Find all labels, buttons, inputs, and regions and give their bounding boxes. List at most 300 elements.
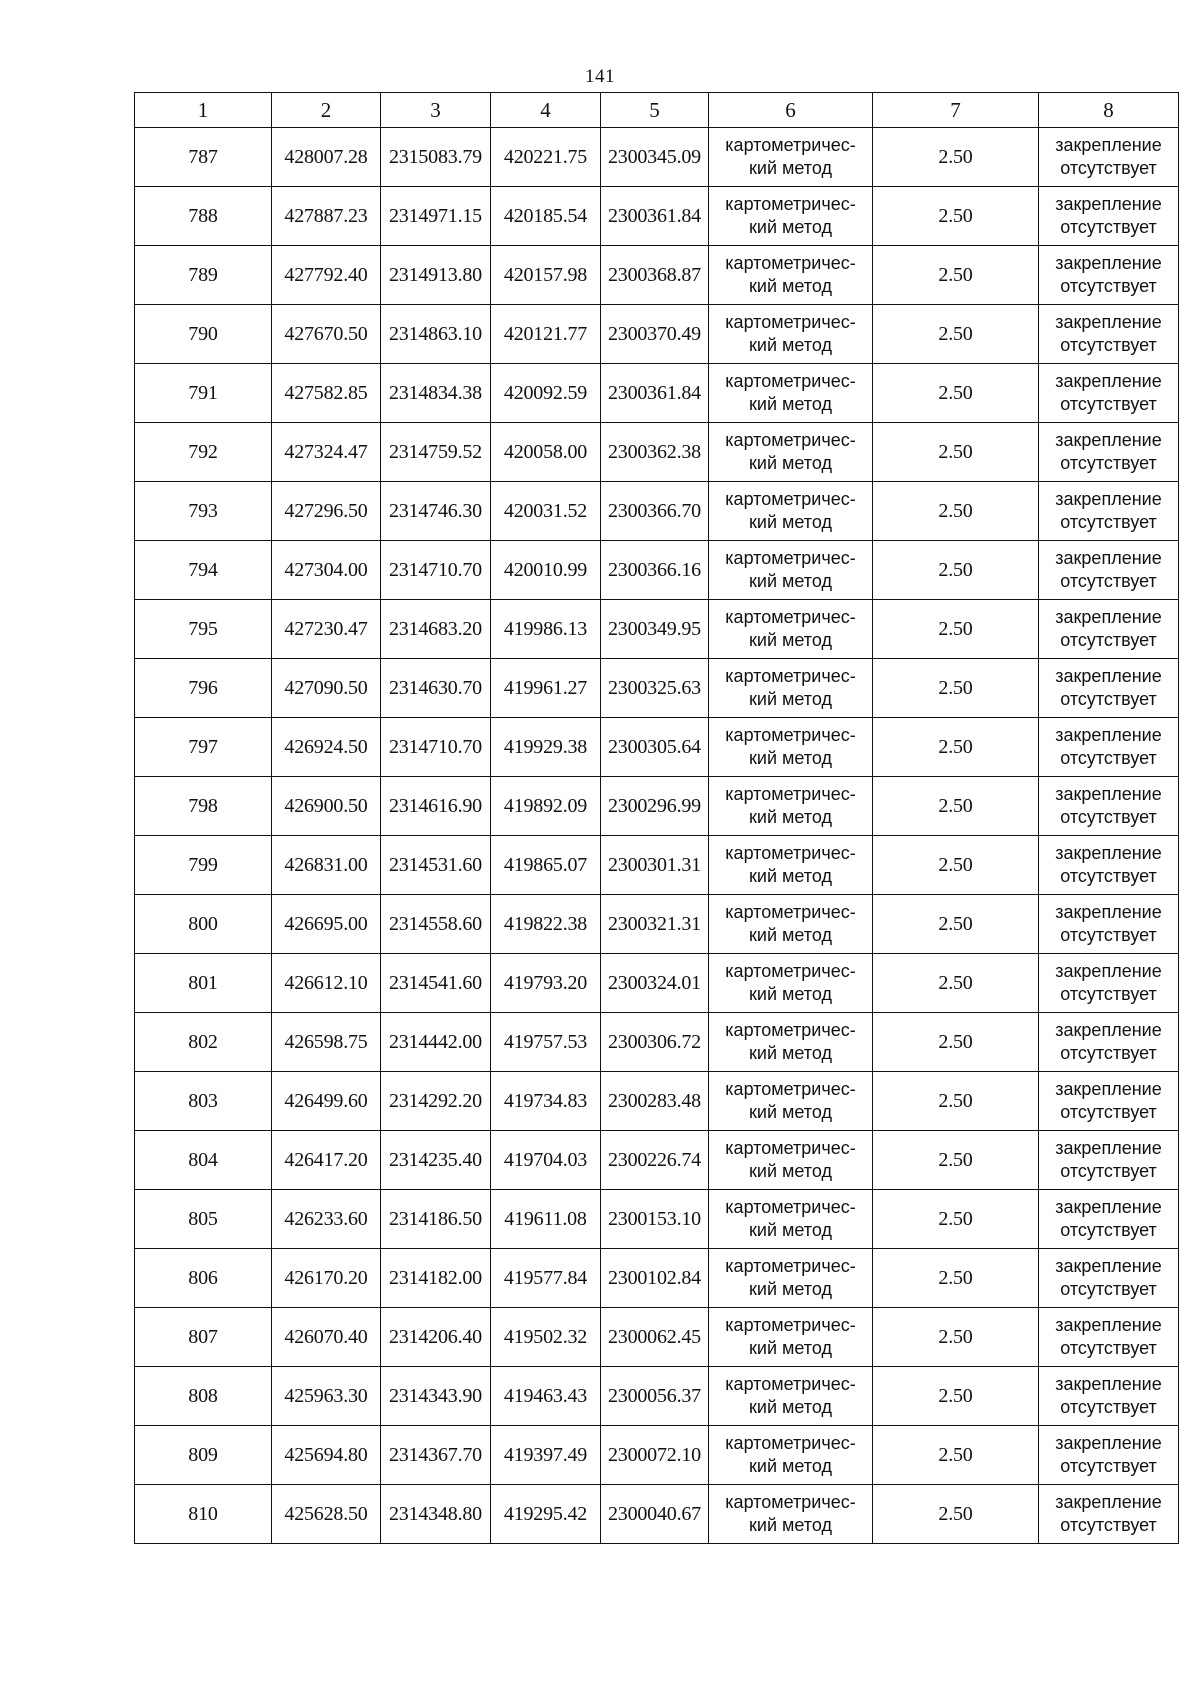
method-cell	[709, 954, 873, 1013]
coordinate-cell: 419463.43	[491, 1367, 601, 1426]
accuracy-cell: 2.50	[873, 1485, 1039, 1544]
fixation-cell	[1039, 246, 1179, 305]
fixation-text-line: закрепление	[1055, 1079, 1162, 1099]
method-text-line: картометричес-	[725, 1138, 856, 1158]
accuracy-cell: 2.50	[873, 423, 1039, 482]
method-text-line: картометричес-	[725, 1256, 856, 1276]
coordinate-cell: 426233.60	[272, 1190, 381, 1249]
coordinate-cell: 419397.49	[491, 1426, 601, 1485]
table-row	[135, 541, 1179, 600]
column-header: 6	[709, 93, 873, 128]
fixation-text-line: закрепление	[1055, 1315, 1162, 1335]
method-text-line: кий метод	[749, 1161, 832, 1181]
fixation-text-line: отсутствует	[1060, 866, 1157, 886]
coordinate-cell: 425628.50	[272, 1485, 381, 1544]
point-number-cell: 791	[135, 364, 272, 423]
coordinate-cell: 419986.13	[491, 600, 601, 659]
table-row	[135, 895, 1179, 954]
coordinate-cell: 427670.50	[272, 305, 381, 364]
coordinate-cell: 426499.60	[272, 1072, 381, 1131]
method-text-line: кий метод	[749, 394, 832, 414]
coordinate-cell: 426612.10	[272, 954, 381, 1013]
column-header: 1	[135, 93, 272, 128]
fixation-text-line: отсутствует	[1060, 1043, 1157, 1063]
accuracy-cell: 2.50	[873, 1249, 1039, 1308]
table-row	[135, 1367, 1179, 1426]
coordinate-cell: 2314683.20	[381, 600, 491, 659]
table-row	[135, 305, 1179, 364]
fixation-text-line: отсутствует	[1060, 748, 1157, 768]
accuracy-cell: 2.50	[873, 246, 1039, 305]
fixation-text-line: отсутствует	[1060, 217, 1157, 237]
fixation-cell	[1039, 777, 1179, 836]
method-text-line: картометричес-	[725, 430, 856, 450]
coordinate-cell: 427324.47	[272, 423, 381, 482]
coordinate-cell: 419961.27	[491, 659, 601, 718]
fixation-cell	[1039, 895, 1179, 954]
method-text-line: кий метод	[749, 1279, 832, 1299]
accuracy-cell: 2.50	[873, 364, 1039, 423]
coordinate-cell: 2314863.10	[381, 305, 491, 364]
fixation-text-line: закрепление	[1055, 489, 1162, 509]
fixation-text-line: отсутствует	[1060, 1338, 1157, 1358]
coordinate-cell: 426070.40	[272, 1308, 381, 1367]
coordinate-cell: 427582.85	[272, 364, 381, 423]
point-number-cell: 787	[135, 128, 272, 187]
method-text-line: картометричес-	[725, 1020, 856, 1040]
point-number-cell: 794	[135, 541, 272, 600]
coordinate-cell: 419929.38	[491, 718, 601, 777]
method-text-line: картометричес-	[725, 1374, 856, 1394]
method-cell	[709, 718, 873, 777]
fixation-cell	[1039, 364, 1179, 423]
column-header: 4	[491, 93, 601, 128]
coordinate-cell: 2300283.48	[601, 1072, 709, 1131]
accuracy-cell: 2.50	[873, 954, 1039, 1013]
coordinate-cell: 2314367.70	[381, 1426, 491, 1485]
point-number-cell: 806	[135, 1249, 272, 1308]
fixation-text-line: отсутствует	[1060, 689, 1157, 709]
method-cell	[709, 1072, 873, 1131]
coordinate-cell: 2314541.60	[381, 954, 491, 1013]
point-number-cell: 788	[135, 187, 272, 246]
fixation-text-line: отсутствует	[1060, 276, 1157, 296]
fixation-cell	[1039, 128, 1179, 187]
fixation-text-line: отсутствует	[1060, 335, 1157, 355]
method-text-line: кий метод	[749, 453, 832, 473]
coordinate-cell: 426170.20	[272, 1249, 381, 1308]
coordinate-cell: 420221.75	[491, 128, 601, 187]
accuracy-cell: 2.50	[873, 1190, 1039, 1249]
fixation-text-line: отсутствует	[1060, 158, 1157, 178]
coordinate-cell: 427792.40	[272, 246, 381, 305]
coordinate-cell: 2300305.64	[601, 718, 709, 777]
coordinate-cell: 420058.00	[491, 423, 601, 482]
coordinate-cell: 2300226.74	[601, 1131, 709, 1190]
fixation-text-line: отсутствует	[1060, 630, 1157, 650]
table-row	[135, 423, 1179, 482]
fixation-text-line: закрепление	[1055, 1138, 1162, 1158]
method-cell	[709, 600, 873, 659]
coordinate-cell: 426598.75	[272, 1013, 381, 1072]
accuracy-cell: 2.50	[873, 1367, 1039, 1426]
method-text-line: картометричес-	[725, 961, 856, 981]
coordinate-cell: 2300366.16	[601, 541, 709, 600]
method-cell	[709, 1249, 873, 1308]
point-number-cell: 808	[135, 1367, 272, 1426]
point-number-cell: 798	[135, 777, 272, 836]
coordinate-cell: 420092.59	[491, 364, 601, 423]
coordinate-cell: 2300321.31	[601, 895, 709, 954]
method-cell	[709, 895, 873, 954]
fixation-text-line: отсутствует	[1060, 925, 1157, 945]
point-number-cell: 810	[135, 1485, 272, 1544]
method-cell	[709, 1367, 873, 1426]
table-row	[135, 1190, 1179, 1249]
method-cell	[709, 128, 873, 187]
table-row	[135, 718, 1179, 777]
method-text-line: картометричес-	[725, 371, 856, 391]
fixation-text-line: закрепление	[1055, 1197, 1162, 1217]
coordinate-cell: 2314182.00	[381, 1249, 491, 1308]
fixation-cell	[1039, 1190, 1179, 1249]
fixation-cell	[1039, 659, 1179, 718]
method-cell	[709, 1308, 873, 1367]
method-text-line: картометричес-	[725, 1079, 856, 1099]
fixation-cell	[1039, 718, 1179, 777]
accuracy-cell: 2.50	[873, 128, 1039, 187]
point-number-cell: 805	[135, 1190, 272, 1249]
coordinate-cell: 426417.20	[272, 1131, 381, 1190]
method-text-line: кий метод	[749, 276, 832, 296]
coordinate-cell: 419822.38	[491, 895, 601, 954]
fixation-text-line: закрепление	[1055, 666, 1162, 686]
fixation-text-line: закрепление	[1055, 312, 1162, 332]
coordinate-cell: 425694.80	[272, 1426, 381, 1485]
fixation-cell	[1039, 1249, 1179, 1308]
method-cell	[709, 1013, 873, 1072]
coordinate-cell: 2300040.67	[601, 1485, 709, 1544]
coordinate-cell: 420031.52	[491, 482, 601, 541]
accuracy-cell: 2.50	[873, 1013, 1039, 1072]
fixation-text-line: закрепление	[1055, 902, 1162, 922]
coordinates-table	[134, 92, 1179, 1544]
method-text-line: кий метод	[749, 1515, 832, 1535]
method-text-line: картометричес-	[725, 194, 856, 214]
coordinate-cell: 419295.42	[491, 1485, 601, 1544]
coordinate-cell: 2314235.40	[381, 1131, 491, 1190]
fixation-text-line: закрепление	[1055, 1492, 1162, 1512]
coordinate-cell: 2300361.84	[601, 364, 709, 423]
coordinate-cell: 2300349.95	[601, 600, 709, 659]
method-text-line: картометричес-	[725, 725, 856, 745]
table-row	[135, 954, 1179, 1013]
fixation-text-line: закрепление	[1055, 135, 1162, 155]
method-cell	[709, 305, 873, 364]
fixation-text-line: закрепление	[1055, 607, 1162, 627]
method-text-line: кий метод	[749, 630, 832, 650]
coordinate-cell: 2314206.40	[381, 1308, 491, 1367]
accuracy-cell: 2.50	[873, 777, 1039, 836]
coordinate-cell: 2300361.84	[601, 187, 709, 246]
accuracy-cell: 2.50	[873, 482, 1039, 541]
method-text-line: кий метод	[749, 217, 832, 237]
point-number-cell: 807	[135, 1308, 272, 1367]
table-row	[135, 1013, 1179, 1072]
accuracy-cell: 2.50	[873, 187, 1039, 246]
fixation-cell	[1039, 423, 1179, 482]
fixation-text-line: закрепление	[1055, 1256, 1162, 1276]
fixation-text-line: отсутствует	[1060, 1279, 1157, 1299]
fixation-cell	[1039, 1308, 1179, 1367]
fixation-cell	[1039, 600, 1179, 659]
method-text-line: картометричес-	[725, 784, 856, 804]
fixation-text-line: отсутствует	[1060, 1102, 1157, 1122]
accuracy-cell: 2.50	[873, 600, 1039, 659]
accuracy-cell: 2.50	[873, 1131, 1039, 1190]
accuracy-cell: 2.50	[873, 1072, 1039, 1131]
table-row	[135, 1485, 1179, 1544]
coordinate-cell: 2314710.70	[381, 718, 491, 777]
method-text-line: картометричес-	[725, 607, 856, 627]
coordinate-cell: 2300153.10	[601, 1190, 709, 1249]
coordinate-cell: 2314442.00	[381, 1013, 491, 1072]
method-cell	[709, 423, 873, 482]
table-row	[135, 659, 1179, 718]
method-text-line: картометричес-	[725, 902, 856, 922]
coordinate-cell: 2314186.50	[381, 1190, 491, 1249]
coordinate-cell: 2300362.38	[601, 423, 709, 482]
point-number-cell: 800	[135, 895, 272, 954]
coordinate-cell: 419734.83	[491, 1072, 601, 1131]
fixation-text-line: закрепление	[1055, 961, 1162, 981]
method-text-line: картометричес-	[725, 1492, 856, 1512]
table-row	[135, 836, 1179, 895]
table-row	[135, 777, 1179, 836]
coordinate-cell: 2300306.72	[601, 1013, 709, 1072]
fixation-cell	[1039, 1072, 1179, 1131]
method-text-line: кий метод	[749, 748, 832, 768]
table-row	[135, 364, 1179, 423]
method-text-line: картометричес-	[725, 1433, 856, 1453]
coordinate-cell: 2314913.80	[381, 246, 491, 305]
point-number-cell: 801	[135, 954, 272, 1013]
coordinate-cell: 2300345.09	[601, 128, 709, 187]
column-header: 3	[381, 93, 491, 128]
header-row	[135, 93, 1179, 128]
column-header: 8	[1039, 93, 1179, 128]
method-text-line: картометричес-	[725, 312, 856, 332]
fixation-cell	[1039, 305, 1179, 364]
fixation-text-line: закрепление	[1055, 1374, 1162, 1394]
fixation-text-line: закрепление	[1055, 784, 1162, 804]
accuracy-cell: 2.50	[873, 836, 1039, 895]
point-number-cell: 796	[135, 659, 272, 718]
table-row	[135, 246, 1179, 305]
point-number-cell: 795	[135, 600, 272, 659]
method-text-line: картометричес-	[725, 253, 856, 273]
method-text-line: кий метод	[749, 689, 832, 709]
coordinate-cell: 425963.30	[272, 1367, 381, 1426]
fixation-cell	[1039, 954, 1179, 1013]
point-number-cell: 803	[135, 1072, 272, 1131]
coordinate-cell: 2314834.38	[381, 364, 491, 423]
coordinate-cell: 2300368.87	[601, 246, 709, 305]
point-number-cell: 799	[135, 836, 272, 895]
column-header: 5	[601, 93, 709, 128]
fixation-text-line: отсутствует	[1060, 807, 1157, 827]
table-row	[135, 1249, 1179, 1308]
coordinate-cell: 2300072.10	[601, 1426, 709, 1485]
coordinate-cell: 2300325.63	[601, 659, 709, 718]
method-cell	[709, 1485, 873, 1544]
coordinate-cell: 2314630.70	[381, 659, 491, 718]
coordinate-cell: 419704.03	[491, 1131, 601, 1190]
method-text-line: кий метод	[749, 512, 832, 532]
coordinate-cell: 426695.00	[272, 895, 381, 954]
fixation-text-line: отсутствует	[1060, 1515, 1157, 1535]
point-number-cell: 793	[135, 482, 272, 541]
coordinate-cell: 427090.50	[272, 659, 381, 718]
coordinate-cell: 419611.08	[491, 1190, 601, 1249]
method-cell	[709, 659, 873, 718]
table-row	[135, 1308, 1179, 1367]
fixation-text-line: отсутствует	[1060, 1161, 1157, 1181]
coordinate-cell: 2314343.90	[381, 1367, 491, 1426]
fixation-cell	[1039, 1426, 1179, 1485]
table-row	[135, 187, 1179, 246]
coordinate-cell: 2315083.79	[381, 128, 491, 187]
fixation-text-line: отсутствует	[1060, 394, 1157, 414]
fixation-text-line: закрепление	[1055, 1020, 1162, 1040]
point-number-cell: 792	[135, 423, 272, 482]
coordinate-cell: 2300370.49	[601, 305, 709, 364]
method-text-line: картометричес-	[725, 666, 856, 686]
coordinate-cell: 427230.47	[272, 600, 381, 659]
point-number-cell: 802	[135, 1013, 272, 1072]
table-row	[135, 128, 1179, 187]
method-cell	[709, 482, 873, 541]
point-number-cell: 789	[135, 246, 272, 305]
coordinate-cell: 419577.84	[491, 1249, 601, 1308]
method-text-line: картометричес-	[725, 1315, 856, 1335]
coordinate-cell: 420185.54	[491, 187, 601, 246]
page-number: 141	[585, 66, 615, 87]
method-cell	[709, 541, 873, 600]
point-number-cell: 790	[135, 305, 272, 364]
coordinate-cell: 2300366.70	[601, 482, 709, 541]
method-text-line: кий метод	[749, 1397, 832, 1417]
method-text-line: картометричес-	[725, 1197, 856, 1217]
method-text-line: кий метод	[749, 925, 832, 945]
fixation-text-line: отсутствует	[1060, 1220, 1157, 1240]
fixation-text-line: отсутствует	[1060, 984, 1157, 1004]
coordinate-cell: 2300301.31	[601, 836, 709, 895]
table-row	[135, 1072, 1179, 1131]
method-text-line: картометричес-	[725, 489, 856, 509]
accuracy-cell: 2.50	[873, 1308, 1039, 1367]
method-text-line: кий метод	[749, 807, 832, 827]
method-text-line: кий метод	[749, 1102, 832, 1122]
accuracy-cell: 2.50	[873, 718, 1039, 777]
coordinate-cell: 2314710.70	[381, 541, 491, 600]
method-cell	[709, 836, 873, 895]
fixation-cell	[1039, 482, 1179, 541]
coordinate-cell: 419502.32	[491, 1308, 601, 1367]
accuracy-cell: 2.50	[873, 305, 1039, 364]
accuracy-cell: 2.50	[873, 659, 1039, 718]
fixation-cell	[1039, 1367, 1179, 1426]
accuracy-cell: 2.50	[873, 541, 1039, 600]
method-cell	[709, 1426, 873, 1485]
fixation-cell	[1039, 1485, 1179, 1544]
fixation-cell	[1039, 541, 1179, 600]
fixation-text-line: отсутствует	[1060, 571, 1157, 591]
fixation-cell	[1039, 836, 1179, 895]
coordinate-cell: 426831.00	[272, 836, 381, 895]
method-text-line: кий метод	[749, 158, 832, 178]
table-row	[135, 1426, 1179, 1485]
fixation-text-line: закрепление	[1055, 430, 1162, 450]
method-text-line: кий метод	[749, 984, 832, 1004]
accuracy-cell: 2.50	[873, 895, 1039, 954]
coordinate-cell: 420010.99	[491, 541, 601, 600]
coordinate-cell: 426900.50	[272, 777, 381, 836]
method-cell	[709, 777, 873, 836]
column-header: 2	[272, 93, 381, 128]
fixation-cell	[1039, 187, 1179, 246]
fixation-text-line: закрепление	[1055, 371, 1162, 391]
method-cell	[709, 1190, 873, 1249]
coordinate-cell: 2314616.90	[381, 777, 491, 836]
fixation-text-line: отсутствует	[1060, 453, 1157, 473]
fixation-text-line: закрепление	[1055, 1433, 1162, 1453]
coordinate-cell: 419865.07	[491, 836, 601, 895]
coordinate-cell: 2300056.37	[601, 1367, 709, 1426]
coordinate-cell: 427887.23	[272, 187, 381, 246]
method-text-line: картометричес-	[725, 548, 856, 568]
fixation-text-line: закрепление	[1055, 548, 1162, 568]
point-number-cell: 797	[135, 718, 272, 777]
table-row	[135, 482, 1179, 541]
fixation-text-line: закрепление	[1055, 194, 1162, 214]
coordinate-cell: 419793.20	[491, 954, 601, 1013]
fixation-text-line: отсутствует	[1060, 512, 1157, 532]
coordinate-cell: 419757.53	[491, 1013, 601, 1072]
coordinate-cell: 2314348.80	[381, 1485, 491, 1544]
coordinate-cell: 2314759.52	[381, 423, 491, 482]
coordinate-cell: 2300296.99	[601, 777, 709, 836]
fixation-cell	[1039, 1131, 1179, 1190]
method-text-line: кий метод	[749, 1220, 832, 1240]
method-text-line: кий метод	[749, 866, 832, 886]
method-text-line: кий метод	[749, 1043, 832, 1063]
coordinate-cell: 427304.00	[272, 541, 381, 600]
coordinate-cell: 426924.50	[272, 718, 381, 777]
coordinate-cell: 2314531.60	[381, 836, 491, 895]
coordinate-cell: 427296.50	[272, 482, 381, 541]
coordinate-cell: 2300324.01	[601, 954, 709, 1013]
fixation-text-line: отсутствует	[1060, 1397, 1157, 1417]
coordinate-cell: 2314558.60	[381, 895, 491, 954]
method-cell	[709, 187, 873, 246]
accuracy-cell: 2.50	[873, 1426, 1039, 1485]
coordinate-cell: 419892.09	[491, 777, 601, 836]
fixation-cell	[1039, 1013, 1179, 1072]
method-cell	[709, 364, 873, 423]
method-cell	[709, 246, 873, 305]
coordinate-cell: 2300062.45	[601, 1308, 709, 1367]
